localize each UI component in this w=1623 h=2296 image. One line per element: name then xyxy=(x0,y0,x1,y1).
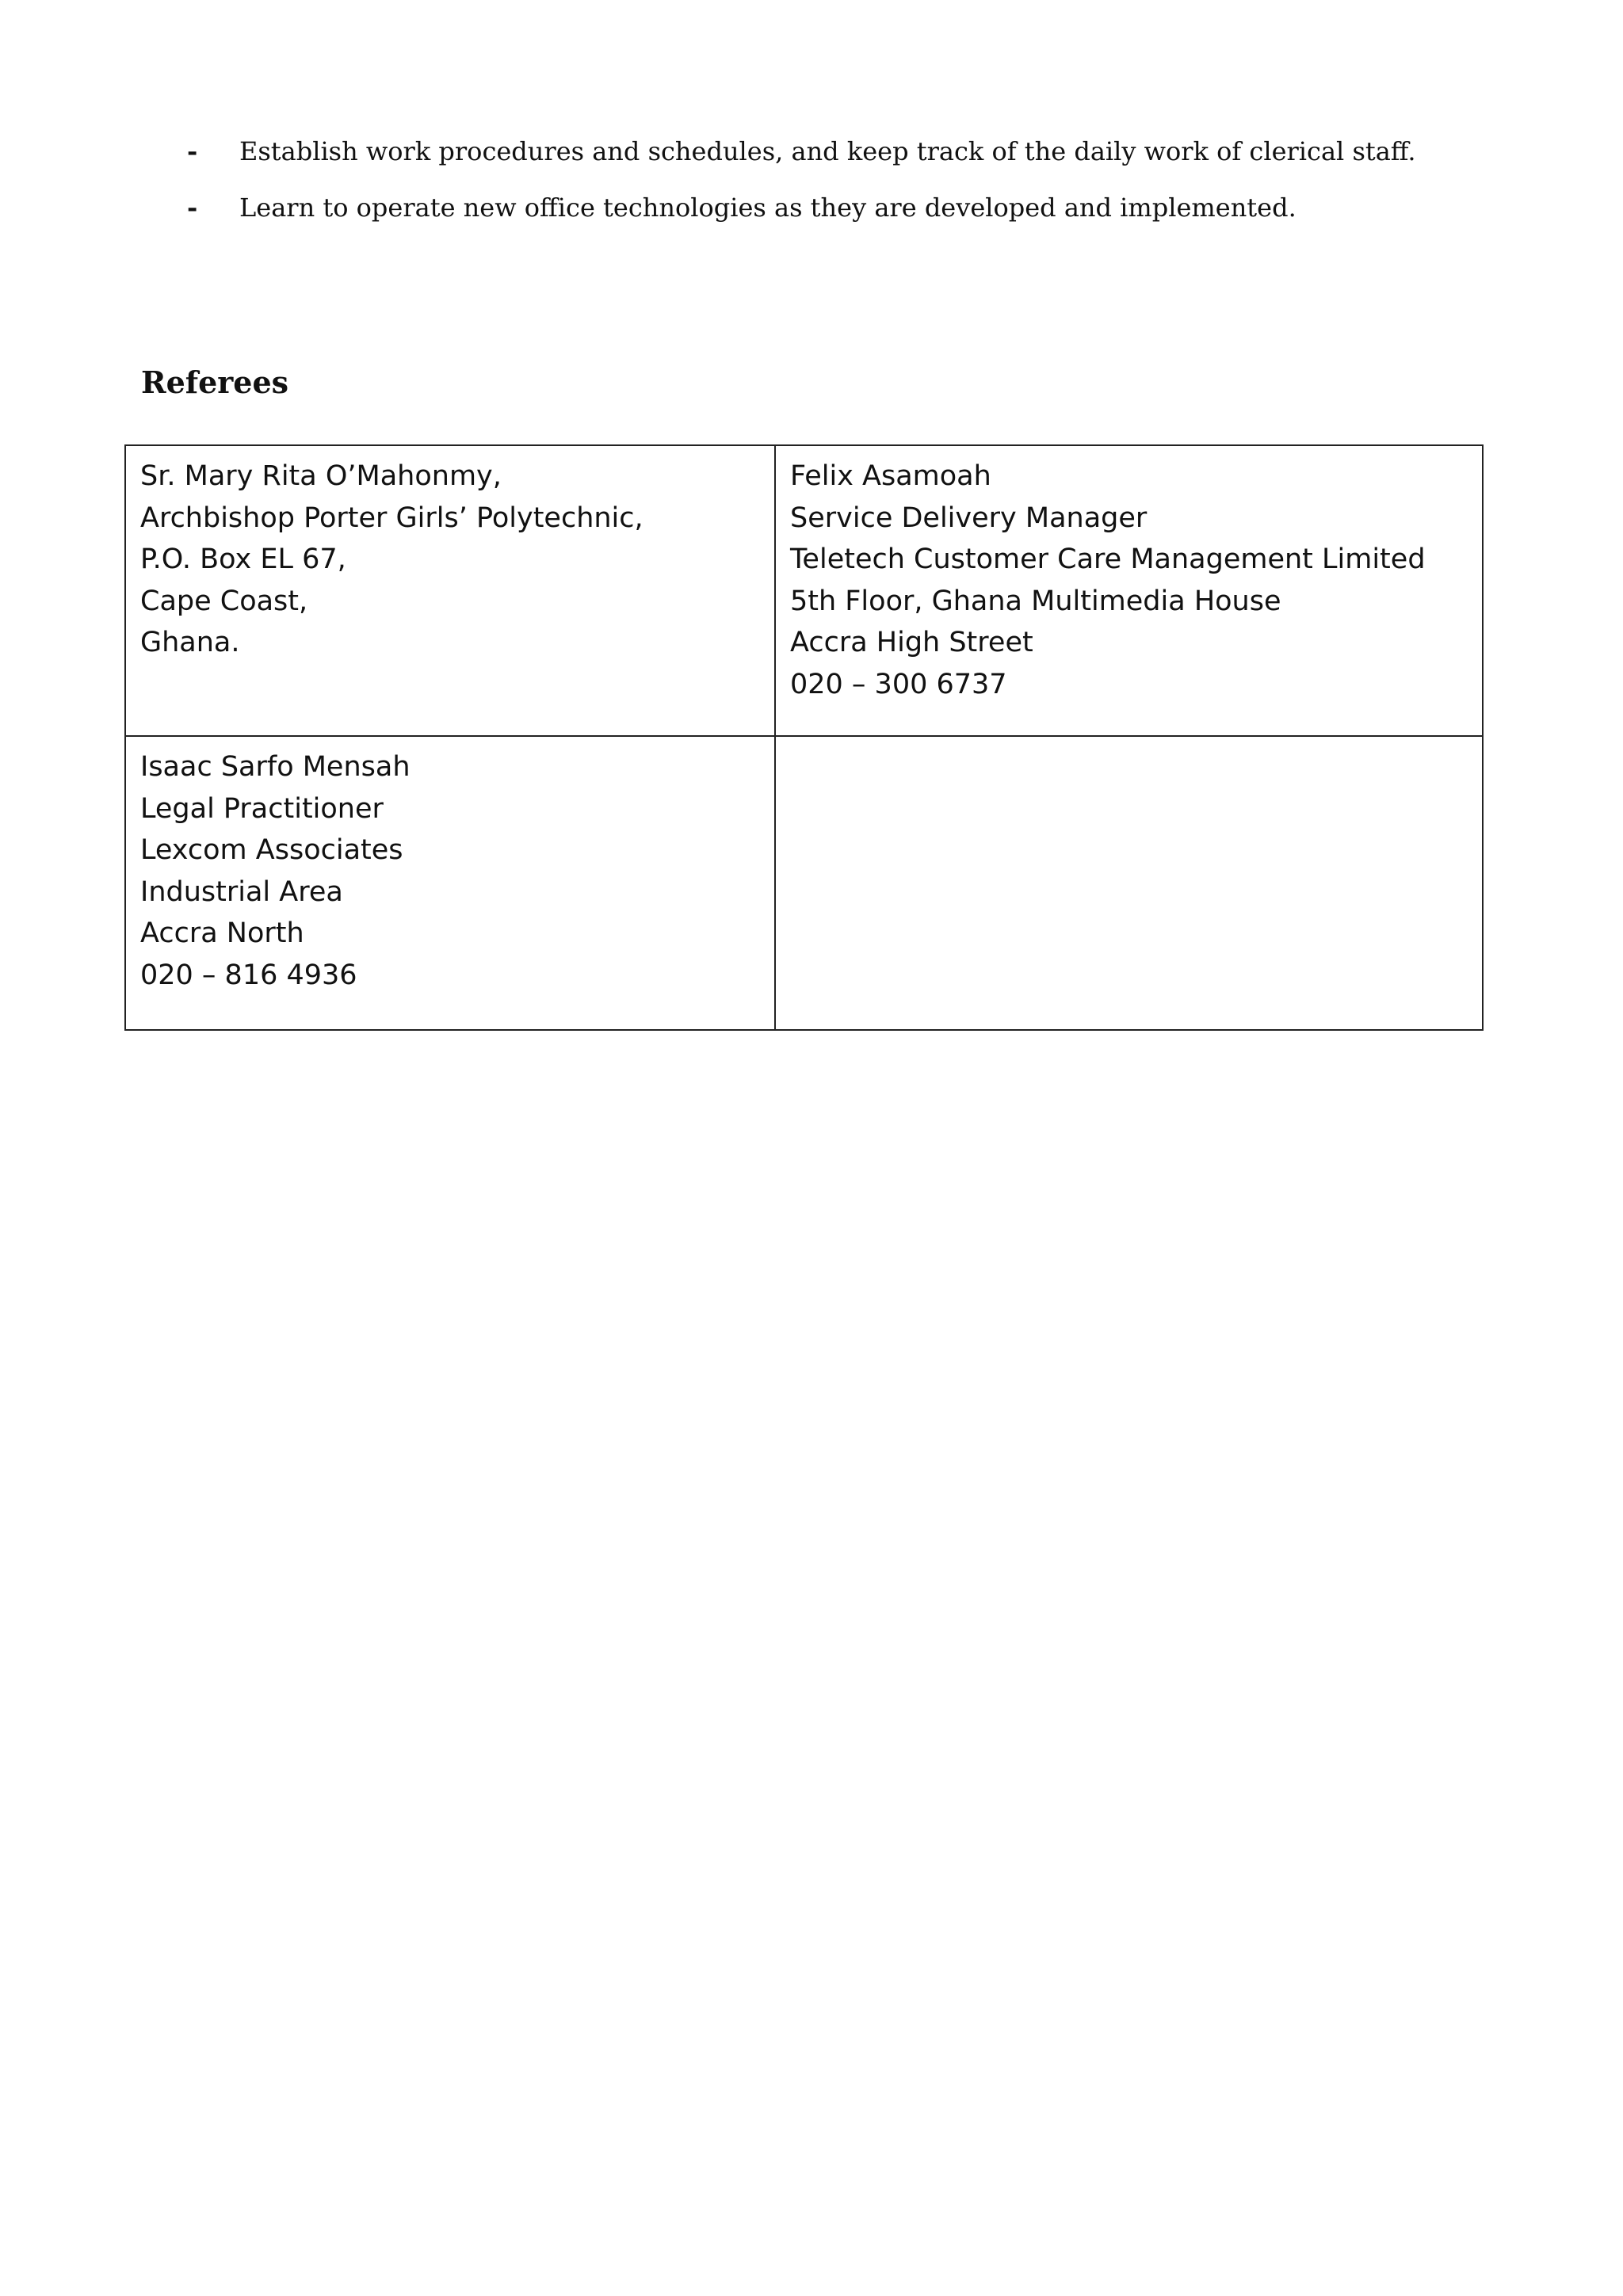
referee-address-line: P.O. Box EL 67, xyxy=(140,543,346,576)
bullet-dash: - xyxy=(187,136,198,166)
referees-heading: Referees xyxy=(141,364,289,400)
duty-text: Learn to operate new office technologies as they are developed and implemented. xyxy=(239,193,1296,223)
referee-cell xyxy=(775,445,1483,736)
referee-organization: Teletech Customer Care Management Limited xyxy=(790,543,1426,576)
empty-referee-cell xyxy=(775,736,1483,1030)
duty-text: Establish work procedures and schedules, and keep track of the daily work of clerical staff. xyxy=(239,136,1416,166)
referee-name: Isaac Sarfo Mensah xyxy=(140,751,411,783)
referee-phone: 020 – 300 6737 xyxy=(790,668,1007,700)
table-row xyxy=(125,445,1483,736)
referee-organization: Lexcom Associates xyxy=(140,834,403,867)
referee-address-line: Ghana. xyxy=(140,627,240,659)
referee-address-line: Archbishop Porter Girls’ Polytechnic, xyxy=(140,502,643,534)
bullet-dash: - xyxy=(187,193,198,223)
referee-cell xyxy=(125,736,775,1030)
referee-address-line: 5th Floor, Ghana Multimedia House xyxy=(790,585,1281,617)
referees-table xyxy=(124,444,1484,1031)
referee-position: Legal Practitioner xyxy=(140,792,384,825)
referee-address-line: Accra North xyxy=(140,917,304,950)
referee-phone: 020 – 816 4936 xyxy=(140,959,357,991)
referee-address-line: Industrial Area xyxy=(140,875,343,908)
referee-name: Sr. Mary Rita O’Mahonmy, xyxy=(140,460,502,492)
referee-position: Service Delivery Manager xyxy=(790,502,1148,534)
referee-address-line: Accra High Street xyxy=(790,627,1033,659)
referee-cell xyxy=(125,445,775,736)
referee-name: Felix Asamoah xyxy=(790,460,991,492)
referee-address-line: Cape Coast, xyxy=(140,585,308,617)
duties-list xyxy=(0,129,1623,242)
duty-item xyxy=(0,185,1623,242)
table-row xyxy=(125,736,1483,1030)
duty-item xyxy=(0,129,1623,185)
